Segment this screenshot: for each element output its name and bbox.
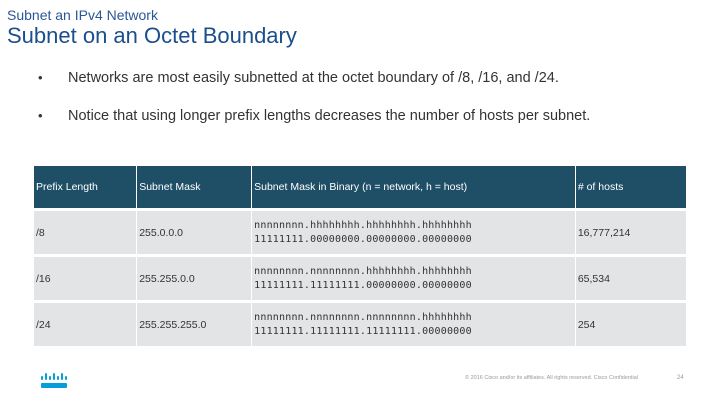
header-subnet-mask-binary: Subnet Mask in Binary (n = network, h = host) <box>252 166 576 210</box>
mask-cell: 255.255.0.0 <box>137 256 252 302</box>
hosts-cell: 65,534 <box>575 256 686 302</box>
hosts-cell: 16,777,214 <box>575 210 686 256</box>
bullet-item <box>38 108 698 124</box>
binary-line-network: nnnnnnnn.hhhhhhhh.hhhhhhhh.hhhhhhhh <box>254 219 472 231</box>
binary-line-bits: 11111111.11111111.00000000.00000000 <box>254 279 472 291</box>
binary-line-bits: 11111111.00000000.00000000.00000000 <box>254 233 472 245</box>
page-title: Subnet on an Octet Boundary <box>7 23 297 48</box>
table-header-row <box>34 166 686 210</box>
hosts-cell: 254 <box>575 302 686 347</box>
header-hosts: # of hosts <box>575 166 686 210</box>
prefix-cell: /16 <box>34 256 137 302</box>
copyright-text: © 2016 Cisco and/or its affiliates. All rights reserved. Cisco Confidential <box>465 375 639 381</box>
bullet-dot: • <box>38 70 43 85</box>
binary-line-bits: 11111111.11111111.11111111.00000000 <box>254 325 472 337</box>
page-number: 24 <box>677 375 684 381</box>
table-row <box>34 210 686 256</box>
binary-cell <box>252 210 576 256</box>
bullet-item <box>38 70 698 86</box>
header-subnet-mask: Subnet Mask <box>137 166 252 210</box>
table-row <box>34 256 686 302</box>
mask-cell: 255.255.255.0 <box>137 302 252 347</box>
header-prefix-length: Prefix Length <box>34 166 137 210</box>
binary-line-network: nnnnnnnn.nnnnnnnn.nnnnnnnn.hhhhhhhh <box>254 311 472 323</box>
bullet-dot: • <box>38 108 43 123</box>
cisco-logo-icon <box>40 370 68 390</box>
binary-cell <box>252 256 576 302</box>
subnet-table <box>34 166 686 346</box>
prefix-cell: /8 <box>34 210 137 256</box>
binary-line-network: nnnnnnnn.nnnnnnnn.hhhhhhhh.hhhhhhhh <box>254 265 472 277</box>
mask-cell: 255.0.0.0 <box>137 210 252 256</box>
bullet-text: Networks are most easily subnetted at the octet boundary of /8, /16, and /24. <box>68 70 559 86</box>
bullet-list <box>38 70 698 146</box>
binary-cell <box>252 302 576 347</box>
prefix-cell: /24 <box>34 302 137 347</box>
bullet-text: Notice that using longer prefix lengths decreases the number of hosts per subnet. <box>68 108 591 124</box>
table-row <box>34 302 686 347</box>
section-title: Subnet an IPv4 Network <box>7 7 158 23</box>
